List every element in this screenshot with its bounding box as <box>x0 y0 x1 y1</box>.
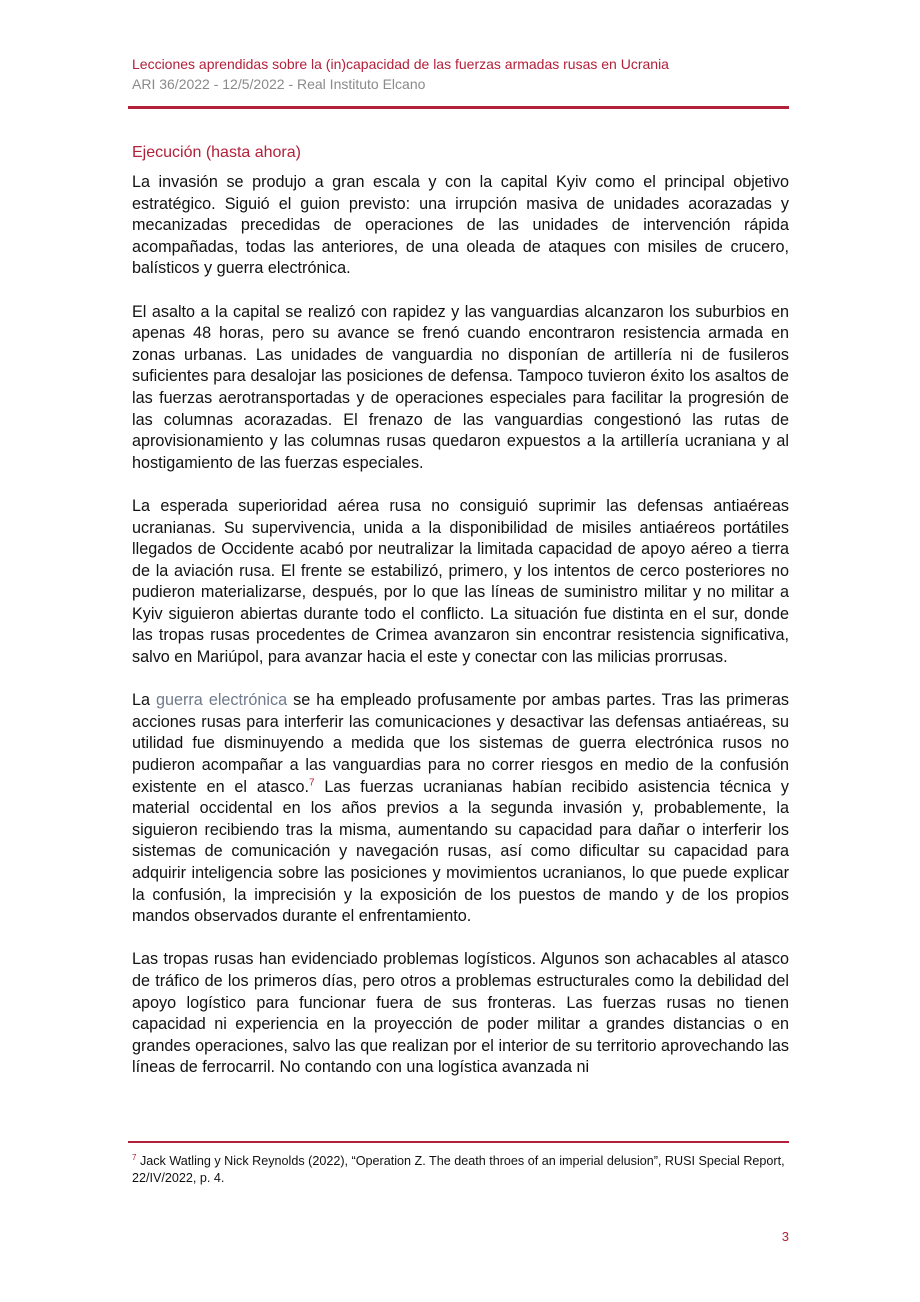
header-subtitle: ARI 36/2022 - 12/5/2022 - Real Instituto Elcano <box>132 76 426 92</box>
footnote <box>132 1153 789 1187</box>
header-divider <box>128 106 789 109</box>
footnote-ref-7[interactable]: 7 <box>309 777 315 789</box>
paragraph-4-end: Las fuerzas ucranianas habían recibido asistencia técnica y material occidental en los años previos a la segunda invasión y, probablemente, la siguieron recibiendo tras la misma, aumentando su capacidad para dañar o interferir los sistemas de comunicación y navegación rusas, así como dificultar su capacidad para adquirir inteligencia sobre las posiciones y movimientos ucranianos, lo que puede explicar la confusión, la imprecisión y la exposición de los puestos de mando y de los propios mandos observados durante el enfrentamiento. <box>132 777 789 926</box>
document-body <box>132 142 789 1101</box>
page-number: 3 <box>781 1229 789 1244</box>
paragraph-4 <box>132 690 789 928</box>
paragraph-4-start: La <box>132 691 157 710</box>
footnote-number: 7 <box>132 1152 137 1162</box>
paragraph-5: Las tropas rusas han evidenciado problemas logísticos. Algunos son achacables al atasco de tráfico de los primeros días, pero otros a problemas estructurales como la debilidad del apoyo logístico para funcionar fuera de sus fronteras. Las fuerzas rusas no tienen capacidad ni experiencia en la proyección de poder militar a grandes distancias o en grandes operaciones, salvo las que realizan por el interior de su territorio aprovechando las líneas de ferrocarril. No contando con una logística avanzada ni <box>132 950 789 1077</box>
paragraph-4-mid: se ha empleado profusamente por ambas partes. Tras las primeras acciones rusas para interferir las comunicaciones y desactivar las defensas antiaéreas, su utilidad fue disminuyendo a medida que los sistemas de guerra electrónica rusos no pudieron acompañar a las vanguardias para no correr riesgos en medio de la confusión existente en el atasco. <box>132 691 789 796</box>
footnote-divider <box>128 1141 789 1143</box>
paragraph-1: La invasión se produjo a gran escala y con la capital Kyiv como el principal objetivo estratégico. Siguió el guion previsto: una irrupción masiva de unidades acorazadas y mecanizadas precedidas de operaciones de las unidades de intervención rápida acompañadas, todas las anteriores, de una oleada de ataques con misiles de crucero, balísticos y guerra electrónica. <box>132 173 789 278</box>
section-heading: Ejecución (hasta ahora) <box>132 144 301 161</box>
footnote-text: Jack Watling y Nick Reynolds (2022), “Operation Z. The death throes of an imperial delusion”, RUSI Special Report, 22/IV/2022, p. 4. <box>132 1154 785 1185</box>
paragraph-3: La esperada superioridad aérea rusa no consiguió suprimir las defensas antiaéreas ucranianas. Su supervivencia, unida a la disponibilidad de misiles antiaéreos portátiles llegados de Occidente acabó por neutralizar la limitada capacidad de apoyo aéreo a tierra de la aviación rusa. El frente se estabilizó, primero, y los intentos de cerco posteriores no pudieron materializarse, después, por lo que las líneas de suministro militar y no militar a Kyiv siguieron abiertas durante todo el conflicto. La situación fue distinta en el sur, donde las tropas rusas procedentes de Crimea avanzaron sin encontrar resistencia significativa, salvo en Mariúpol, para avanzar hacia el este y conectar con las milicias prorrusas. <box>132 496 789 667</box>
guerra-electronica-link[interactable]: guerra electrónica <box>156 691 288 710</box>
page-header <box>132 54 792 94</box>
paragraph-2: El asalto a la capital se realizó con rapidez y las vanguardias alcanzaron los suburbios en apenas 48 horas, pero su avance se frenó cuando encontraron resistencia armada en zonas urbanas. Las unidades de vanguardia no disponían de artillería ni de fusileros suficientes para desalojar las posiciones de defensa. Tampoco tuvieron éxito los asaltos de las fuerzas aerotransportadas y de operaciones especiales para facilitar la progresión de las columnas acorazadas. El frenazo de las vanguardias congestionó las rutas de aprovisionamiento y las columnas rusas quedaron expuestos a la artillería ucraniana y al hostigamiento de las fuerzas especiales. <box>132 302 789 472</box>
header-title: Lecciones aprendidas sobre la (in)capacidad de las fuerzas armadas rusas en Ucrania <box>132 56 669 72</box>
